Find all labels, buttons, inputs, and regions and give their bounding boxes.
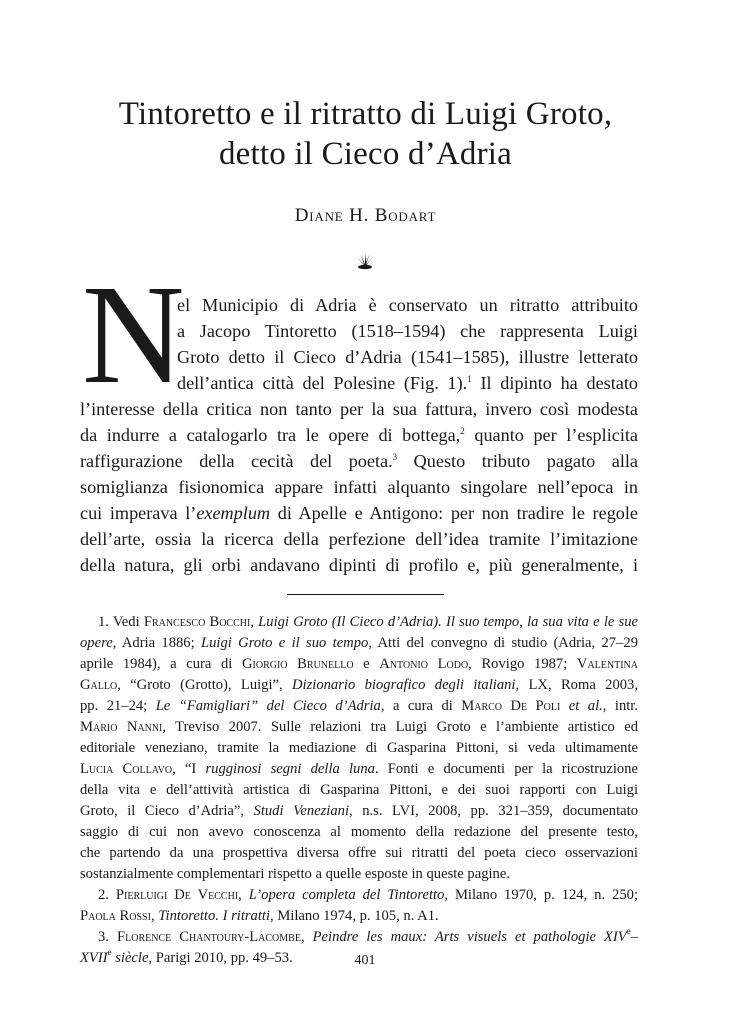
fn-text: , Parigi 2010, pp. 49–53.	[148, 950, 293, 966]
footnote-number: 1. Vedi	[98, 614, 144, 630]
fn-title: rugginosi segni della luna	[205, 761, 375, 777]
body-text: Questo tributo pagato alla	[397, 451, 638, 471]
footnote-1-line: della vita e dell’attività artistica di Gasparina Pittoni, e dei suoi rapporti con Luigi	[80, 782, 638, 798]
fn-text: , “I	[172, 761, 206, 777]
body-italic: exemplum	[196, 503, 271, 523]
author-ref: Gallo	[80, 677, 118, 693]
footnote-1-line	[80, 759, 638, 780]
fn-title: Dizionario biografico degli italiani	[292, 677, 516, 693]
author-ref: Lucia Collavo	[80, 761, 173, 777]
body-text: cui imperava l’	[80, 503, 197, 523]
author-ref: Valentina	[576, 656, 639, 672]
footnote-number: 3.	[98, 929, 117, 945]
body-line: della natura, gli orbi andavano dipinti di profilo e, più generalmente, i	[80, 555, 638, 575]
author-ref: Francesco Bocchi	[143, 614, 251, 630]
body-line: l’interesse della critica non tanto per la sua fattura, invero così modesta	[80, 399, 638, 419]
footnote-1-line	[80, 633, 638, 654]
body-text: raffigurazione della cecità del poeta.	[80, 451, 393, 471]
footnote-number: 2.	[98, 887, 116, 903]
footnote-2-line	[80, 906, 638, 927]
fn-text: aprile 1984), a cura di	[80, 656, 242, 672]
body-text: da indurre a catalogarlo tra le opere di bottega,	[80, 425, 461, 445]
fn-title: –	[630, 929, 639, 945]
fn-title: XVII	[80, 950, 108, 966]
body-line: Groto detto il Cieco d’Adria (1541–1585), illustre letterato	[177, 347, 638, 367]
fn-title: Peindre les maux: Arts visuels et pathologie XIV	[312, 929, 627, 945]
footnote-1-line: editoriale veneziano, tramite la mediazione di Gasparina Pittoni, si veda ultimamente	[80, 740, 638, 756]
footnote-1-line	[98, 612, 638, 633]
footnote-1-line	[80, 654, 638, 675]
footnote-1-line	[80, 675, 638, 696]
fn-text: , “Groto (Grotto), Luigi”,	[117, 677, 293, 693]
body-text: Il dipinto ha destato	[471, 373, 639, 393]
footnote-1-line: saggio di cui non avevo conoscenza al momento della redazione del presente testo,	[80, 824, 638, 840]
footnote-separator	[287, 594, 444, 595]
author-ref: Mario Nanni	[80, 719, 163, 735]
fn-text: pp. 21–24;	[80, 698, 156, 714]
fn-text: , Atti del convegno di studio (Adria, 27–29	[368, 635, 638, 651]
footnote-ref-2[interactable]: 2	[460, 426, 465, 436]
body-line: dell’arte, ossia la ricerca della perfezione dell’idea tramite l’imitazione	[80, 529, 638, 549]
fn-text: , Adria 1886;	[112, 635, 201, 651]
footnote-ref-3[interactable]: 3	[392, 452, 398, 462]
fn-text: Groto, il Cieco d’Adria”,	[80, 803, 254, 819]
fn-title: et al.	[568, 698, 603, 714]
fn-text: e	[353, 656, 380, 672]
fn-text: , Treviso 2007. Sulle relazioni tra Luigi Groto e l’ambiente artistico ed	[162, 719, 638, 735]
footnote-3-line	[98, 927, 638, 948]
fleuron-icon	[352, 250, 378, 270]
author-name: Diane H. Bodart	[294, 205, 437, 226]
fn-title: Studi Veneziani	[253, 803, 350, 819]
body-text: dell’antica città del Polesine (Fig. 1).	[177, 373, 468, 393]
fn-text: ,	[238, 887, 249, 903]
fn-text: , intr.	[602, 698, 639, 714]
author-ref: Marco De Poli	[461, 698, 561, 714]
body-line	[80, 422, 638, 448]
fn-text: ,	[300, 929, 313, 945]
fn-text: , Rovigo 1987;	[468, 656, 577, 672]
fn-text: , n.s. LVI, 2008, pp. 321–359, documentato	[349, 803, 638, 819]
article-title-line-1: Tintoretto e il ritratto di Luigi Groto,	[118, 96, 613, 132]
article-title-line-2: detto il Cieco d’Adria	[218, 136, 513, 172]
footnote-1-line	[80, 696, 638, 717]
author-ref: Giorgio Brunello	[241, 656, 354, 672]
body-line	[80, 500, 638, 526]
body-text: di Apelle e Antigono: per non tradire le regole	[270, 503, 639, 523]
fn-text: , a cura di	[380, 698, 462, 714]
footnote-1-line	[80, 717, 638, 738]
author-ref: Florence Chantoury-Lacombe	[117, 929, 301, 945]
fn-title: opere	[80, 635, 113, 651]
fn-text	[560, 698, 568, 714]
fn-text: , Milano 1974, p. 105, n. A1.	[270, 908, 439, 924]
author-ref: Pierluigi De Vecchi	[115, 887, 239, 903]
fn-superscript: e	[626, 926, 631, 936]
page-number: 401	[354, 953, 376, 968]
author-ref: Antonio Lodo	[379, 656, 469, 672]
author-ref: Paola Rossi	[80, 908, 151, 924]
footnote-1-line: che partendo da una prospettiva diversa offre sui ritratti del poeta cieco osservazioni	[80, 845, 638, 861]
fn-title: Le “Famigliari” del Cieco d’Adria	[155, 698, 381, 714]
footnote-ref-1[interactable]: 1	[467, 374, 472, 384]
body-text: quanto per l’esplicita	[464, 425, 638, 445]
body-line: el Municipio di Adria è conservato un ritratto attribuito	[177, 295, 638, 315]
fn-text: , LX, Roma 2003,	[515, 677, 638, 693]
body-line	[177, 370, 638, 396]
fn-title: Luigi Groto e il suo tempo	[201, 635, 369, 651]
fn-superscript: e	[107, 947, 112, 957]
fn-text: . Fonti e documenti per la ricostruzione	[374, 761, 638, 777]
footnote-1-line	[80, 801, 638, 822]
fn-text: ,	[250, 614, 259, 630]
body-line: a Jacopo Tintoretto (1518–1594) che rappresenta Luigi	[177, 321, 638, 341]
drop-cap: N	[82, 255, 185, 413]
fn-title: siècle	[111, 950, 149, 966]
fn-title: Tintoretto. I ritratti	[158, 908, 271, 924]
body-line	[80, 448, 638, 474]
fn-text: ,	[150, 908, 159, 924]
body-line: somiglianza fisionomica appare infatti alquanto singolare nell’epoca in	[80, 477, 638, 497]
fn-text: , Milano 1970, p. 124, n. 250;	[444, 887, 638, 903]
footnote-1-line: sostanzialmente complementari rispetto a quelle esposte in queste pagine.	[80, 866, 510, 882]
fn-title: L’opera completa del Tintoretto	[248, 887, 445, 903]
fn-title: Luigi Groto (Il Cieco d’Adria). Il suo tempo, la sua vita e le sue	[258, 614, 638, 630]
footnote-2-line	[98, 885, 638, 906]
